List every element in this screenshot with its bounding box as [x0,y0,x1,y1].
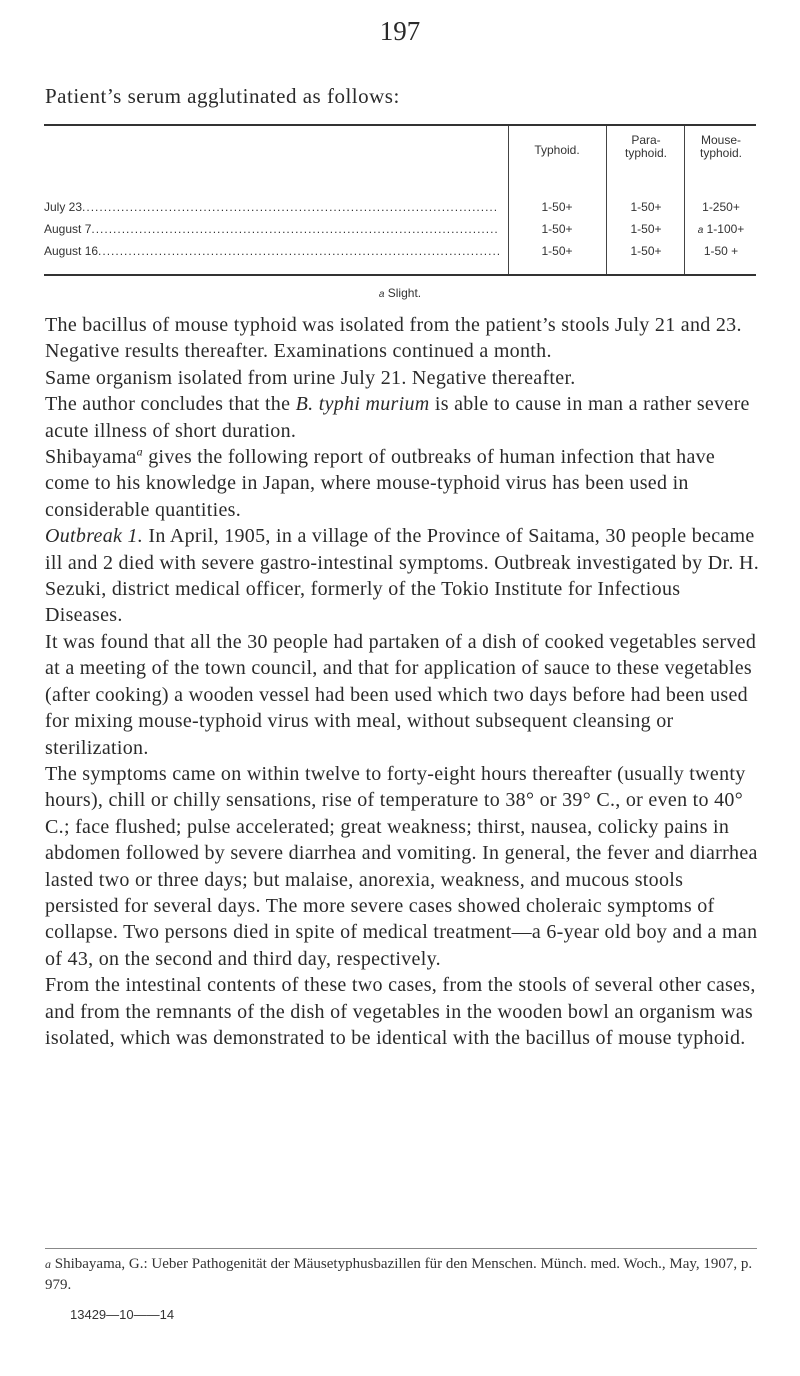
paragraph: Outbreak 1. In April, 1905, in a village of the Province of Saitama, 30 people became ill and 2 died with severe gastro-intestinal symptoms. Outbreak investigated by Dr. H. Sezuki, district medical officer, formerly of the Tokio Institute for Infectious Diseases. [45,525,760,627]
paragraph: The symptoms came on within twelve to forty-eight hours thereafter (usually twenty hours), chill or chilly sensations, rise of temperature to 38° or 39° C., or even to 40° C.; face flushed; pulse accelerated; great weakness; thirst, nausea, colicky pains in abdomen followed by severe diarrhea and vomiting. In general, the fever and diarrhea lasted two or three days; but malaise, anorexia, weakness, and mucous stools persisted for several days. The more severe cases showed choleraic symptoms of collapse. Two persons died in spite of medical treatment—a 6-year old boy and a man of 43, on the second and third day, respectively. [45,762,758,970]
cell-typhoid: 1-50+ [541,222,573,236]
column-header-mouse-typhoid: Mouse- typhoid. [699,133,743,160]
table-row [44,200,756,220]
row-label: July 23 ..... [44,200,499,214]
species-name: B. typhi murium [295,393,430,416]
footnote-mark: a [45,1257,51,1271]
footnote-rule [45,1248,757,1249]
footnote-mark: a [378,289,385,300]
cell-typhoid: 1-50+ [541,200,573,214]
table-footnote: a Slight. [378,286,422,300]
cell-mouse-typhoid: 1-250+ [702,200,740,214]
column-header-typhoid: Typhoid. [534,143,580,157]
paragraph: The author concludes that the B. typhi murium is able to cause in man a rather severe acute illness of short duration. [45,393,750,442]
cell-paratyphoid: 1-50+ [630,244,662,258]
footnote-mark: a [697,225,704,236]
paragraph: From the intestinal contents of these two cases, from the stools of several other cases, and from the remnants of the dish of vegetables in the wooden bowl an organism was isolated, which was demonstrated to be identical with the bacillus of mouse typhoid. [45,974,756,1049]
paragraph: The bacillus of mouse typhoid was isolated from the patient’s stools July 21 and 23. Negative results thereafter. Examinations continued a month. [45,314,742,363]
paragraph: Same organism isolated from urine July 21. Negative thereafter. [45,366,576,389]
cell-paratyphoid: 1-50+ [630,200,662,214]
table-row [44,244,756,264]
cell-mouse-typhoid: a 1-100+ [697,222,745,236]
paragraph: Shibayama$^a$ gives the following report of outbreaks of human infection that have come to his knowledge in Japan, where mouse-typhoid virus has been used in considerable quantities. [45,444,716,521]
footnote: a Shibayama, G.: Ueber Pathogenität der Mäusetyphusbazillen für den Menschen. Münch. med. Woch., May, 1907, p. 979. [45,1256,753,1293]
column-header-paratyphoid: Para- typhoid. [624,133,668,160]
body-text [45,312,760,1051]
table-row [44,222,756,242]
cell-mouse-typhoid: 1-50 + [703,244,739,258]
row-label: August 16 ..... [44,244,499,258]
printer-mark: 13429—10——14 [70,1307,175,1322]
footnote-ref: a [136,444,143,459]
cell-typhoid: 1-50+ [541,244,573,258]
cell-paratyphoid: 1-50+ [630,222,662,236]
row-label: August 7 ..... [44,222,499,236]
page-number: 197 [379,16,421,46]
agglutination-table [44,124,756,276]
paragraph: It was found that all the 30 people had partaken of a dish of cooked vegetables served at a meeting of the town council, and that for application of sauce to these vegetables (after cooking) a wooden vessel had been used which two days before had been used for mixing mouse-typhoid virus with meal, without subsequent cleansing or sterilization. [45,630,757,759]
table-intro: Patient’s serum agglutinated as follows: [45,84,400,108]
outbreak-heading: Outbreak 1. [45,525,144,548]
